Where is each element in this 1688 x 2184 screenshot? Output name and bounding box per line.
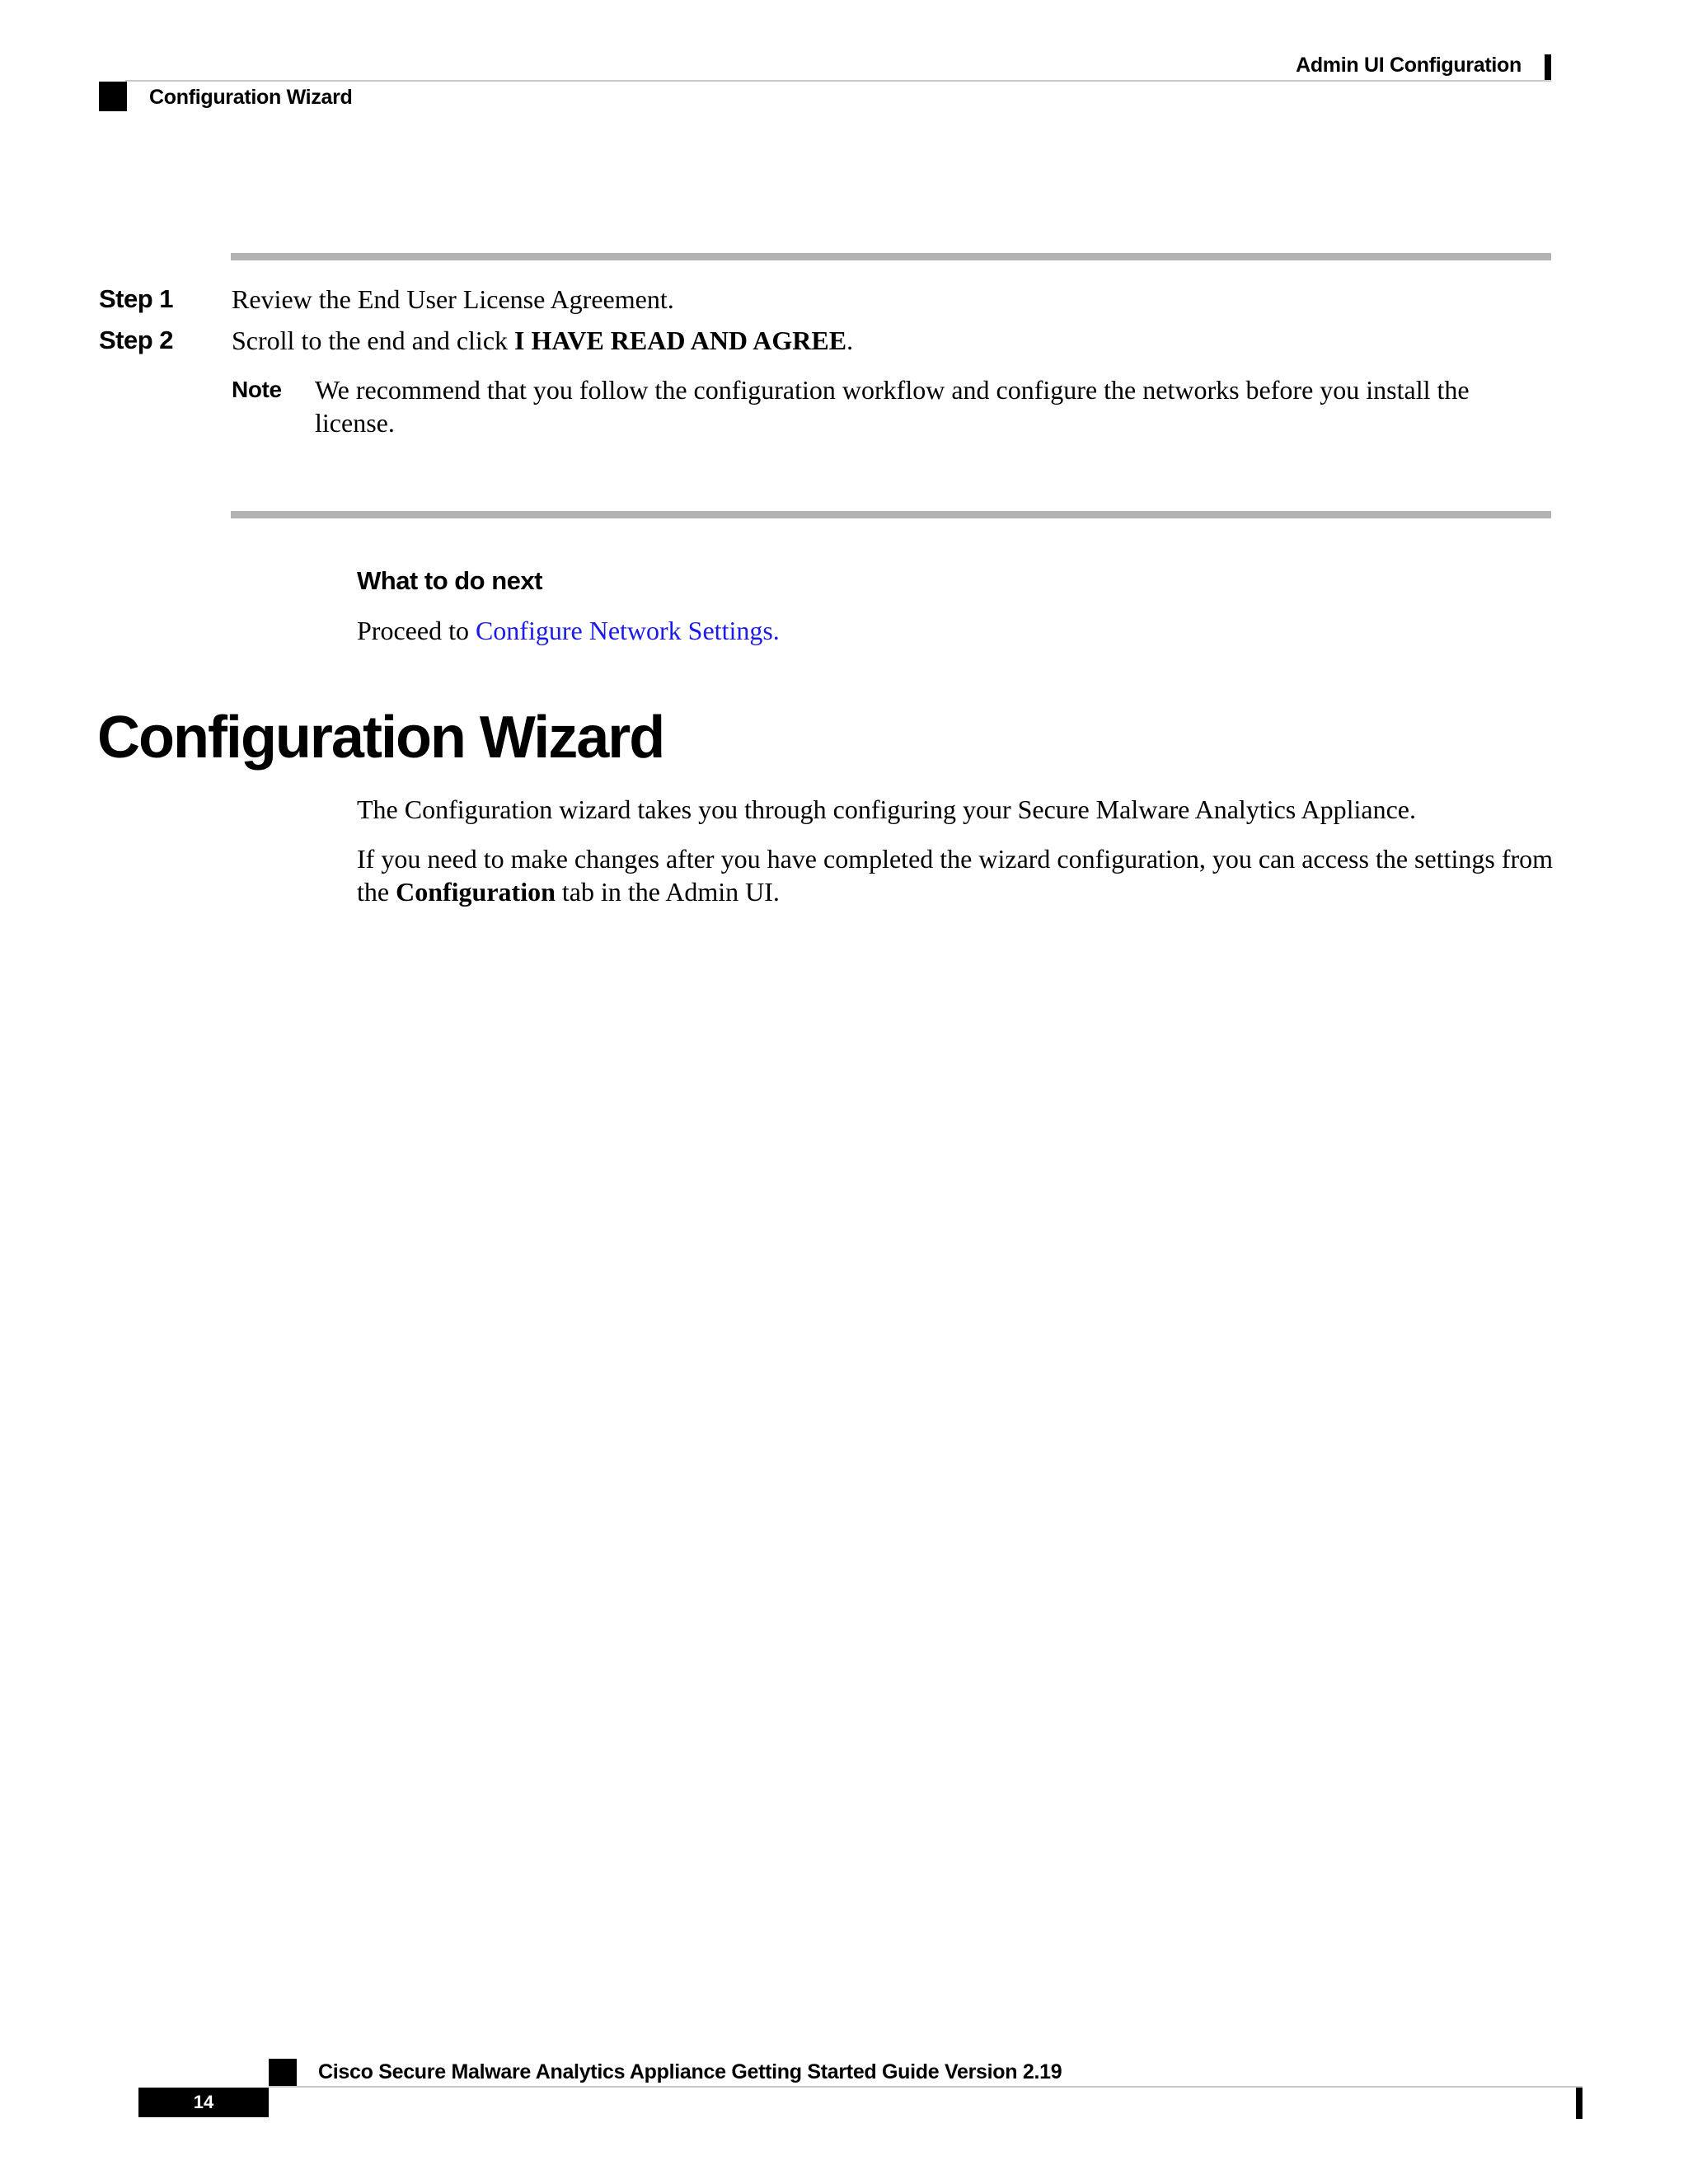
page-number: 14 [138,2088,269,2117]
configure-network-settings-link[interactable]: Configure Network Settings [475,616,773,645]
step-2-text: Scroll to the end and click I HAVE READ AND AGREE. [232,326,854,355]
footer-guide-title: Cisco Secure Malware Analytics Appliance Getting Started Guide Version 2.19 [318,2060,1062,2083]
section-paragraph-2: If you need to make changes after you have completed the wizard configuration, you can access the settings from the Configuration tab in the Admin UI. [357,844,1554,907]
header-divider [125,80,1551,82]
step-1-text: Review the End User License Agreement. [232,284,674,314]
footer-marker-bar [1576,2088,1582,2119]
note-label: Note [232,377,282,402]
header-marker-bar [1545,54,1551,81]
footer-marker-block [269,2059,297,2086]
step-1-label: Step 1 [99,284,174,313]
header-section-marker [99,82,127,111]
running-header-section: Configuration Wizard [149,86,353,109]
footer-divider [269,2086,1582,2088]
procedure-top-rule [231,253,1551,260]
section-paragraph-1: The Configuration wizard takes you through configuring your Secure Malware Analytics Appliance. [357,794,1416,824]
what-to-do-next-heading: What to do next [357,566,542,595]
step-2-label: Step 2 [99,326,174,354]
running-header-chapter: Admin UI Configuration [1296,54,1522,77]
configuration-tab-reference: Configuration [396,877,556,907]
agree-button-reference: I HAVE READ AND AGREE [514,326,847,355]
note-text: We recommend that you follow the configuration workflow and configure the networks before you install the license. [315,375,1470,438]
section-title: Configuration Wizard [97,705,664,771]
what-to-do-next-text: Proceed to Configure Network Settings. [357,616,780,645]
procedure-bottom-rule [231,511,1551,518]
